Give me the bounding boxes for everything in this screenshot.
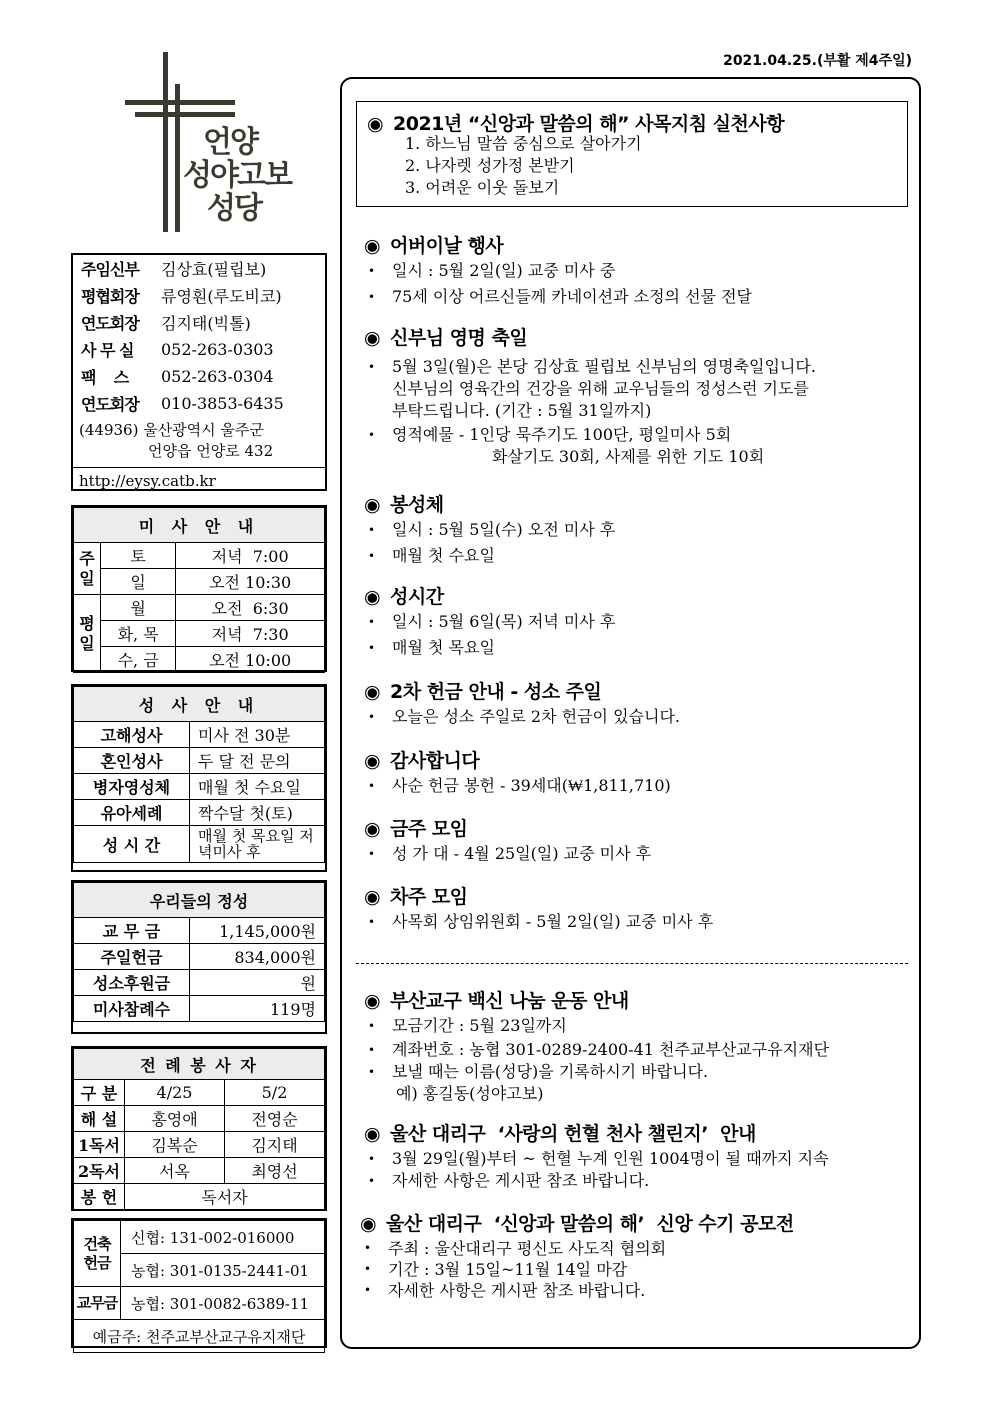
list-item: • 계좌번호 : 농협 301-0289-2400-41 천주교부산교구유지재단: [364, 1039, 914, 1061]
section-title: ◉ 어버이날 행사: [364, 235, 504, 257]
servers-title: 전 례 봉 사 자: [74, 1049, 325, 1080]
announcements-panel: [340, 77, 921, 1349]
list-item: • 75세 이상 어르신들께 카네이션과 소정의 선물 전달: [364, 286, 914, 308]
list-item: • 성 가 대 - 4월 25일(일) 교중 미사 후: [364, 843, 914, 865]
list-item: • 자세한 사항은 게시판 참조 바랍니다.: [360, 1280, 910, 1301]
bullet-circle-icon: ◉: [364, 886, 381, 908]
list-item: 예) 홍길동(성야고보): [396, 1084, 544, 1103]
info-row: [73, 282, 325, 309]
sacrament-name: 성 시 간: [74, 826, 190, 863]
section-parents-day: [364, 231, 914, 308]
bullet-circle-icon: ◉: [364, 586, 381, 608]
bullet-circle-icon: ◉: [367, 113, 384, 135]
info-value: 김상효(필립보): [161, 260, 267, 279]
table-row: [74, 774, 325, 800]
offering-amount: 원: [190, 970, 325, 996]
info-row: [73, 255, 325, 282]
bullet-circle-icon: ◉: [364, 494, 381, 516]
section-blood-donation: [364, 1119, 914, 1192]
sacrament-name: 고해성사: [74, 722, 190, 748]
mass-day: 일: [101, 569, 176, 595]
weekday-label: 평일: [74, 595, 101, 673]
list-item: • 주최 : 울산대리구 평신도 사도직 협의회: [360, 1238, 910, 1259]
server-name: 김복순: [125, 1132, 225, 1158]
section-title: ◉ 2차 헌금 안내 - 성소 주일: [364, 681, 602, 703]
table-row: [74, 569, 325, 595]
info-key: 팩 스: [81, 368, 129, 387]
table-row: [74, 595, 325, 621]
list-item: • 일시 : 5월 2일(일) 교중 미사 중: [364, 260, 914, 282]
sacrament-info: 미사 전 30분: [190, 722, 325, 748]
table-row: [74, 621, 325, 647]
section-holy-hour: [364, 582, 914, 659]
server-name: 김지태: [225, 1132, 325, 1158]
mass-day: 수, 금: [101, 647, 176, 673]
parish-logo: [120, 52, 300, 242]
offering-name: 성소후원금: [74, 970, 190, 996]
sacrament-info: 매월 첫 수요일: [190, 774, 325, 800]
info-key: 주임신부: [81, 260, 139, 279]
info-key: 연도회장: [81, 314, 139, 333]
list-item: • 5월 3일(월)은 본당 김상효 필립보 신부님의 영명축일입니다.: [364, 356, 914, 378]
account-number: 농협: 301-0135-2441-01: [121, 1254, 325, 1287]
section-vaccine-sharing: [364, 986, 914, 1105]
role-cell: 1독서: [74, 1132, 125, 1158]
server-name: 전영순: [225, 1106, 325, 1132]
info-key: 사 무 실: [81, 341, 134, 360]
offering-amount: 834,000원: [190, 944, 325, 970]
sacrament-info: 짝수달 첫(토): [190, 800, 325, 826]
table-row: [74, 722, 325, 748]
list-item: • 매월 첫 수요일: [364, 545, 914, 567]
table-row: [74, 1132, 325, 1158]
table-row: [74, 1221, 325, 1254]
website-link[interactable]: http://eysy.catb.kr: [73, 467, 325, 490]
list-item: • 3월 29일(월)부터 ~ 헌혈 누계 인원 1004명이 될 때까지 지속: [364, 1148, 914, 1170]
table-row: [74, 1106, 325, 1132]
offering-name: 교 무 금: [74, 918, 190, 944]
table-row: [74, 1320, 325, 1353]
section-feast-day: [364, 323, 914, 468]
section-title: ◉ 봉성체: [364, 494, 444, 516]
section-communion: [364, 490, 914, 567]
sacrament-title: 성 사 안 내: [74, 687, 325, 722]
dashed-divider: [356, 963, 908, 964]
section-title: ◉ 차주 모임: [364, 886, 468, 908]
section-title: ◉ 울산 대리구 ‘신앙과 말씀의 해’ 신앙 수기 공모전: [360, 1213, 794, 1235]
bullet-circle-icon: ◉: [364, 990, 381, 1012]
table-row: [74, 800, 325, 826]
list-item: 2. 나자렛 성가정 본받기: [405, 156, 575, 175]
info-value: 김지태(빅톨): [161, 314, 251, 333]
bullet-circle-icon: ◉: [364, 327, 381, 349]
list-item: • 모금기간 : 5월 23일까지: [364, 1015, 914, 1037]
office-phone[interactable]: 052-263-0303: [161, 340, 274, 359]
list-item: 신부님의 영육간의 건강을 위해 교우님들의 정성스런 기도를: [392, 379, 809, 398]
sacrament-box: [71, 684, 327, 872]
list-item: • 영적예물 - 1인당 묵주기도 100단, 평일미사 5회: [364, 424, 914, 446]
list-item: • 기간 : 3월 15일~11월 14일 마감: [360, 1259, 910, 1280]
offering-amount: 1,145,000원: [190, 918, 325, 944]
header-cell: 구 분: [74, 1080, 125, 1106]
table-row: [74, 1184, 325, 1210]
list-item: • 매월 첫 목요일: [364, 637, 914, 659]
bulletin-date: 2021.04.25.(부활 제4주일): [723, 53, 912, 69]
goals-list: [405, 133, 642, 199]
sunday-label: 주일: [74, 543, 101, 595]
mass-day: 화, 목: [101, 621, 176, 647]
list-item: 부탁드립니다. (기간 : 5월 31일까지): [392, 401, 652, 420]
list-item: • 사목회 상임위원회 - 5월 2일(일) 교중 미사 후: [364, 911, 914, 933]
section-essay-contest: [360, 1209, 910, 1301]
mobile-phone[interactable]: 010-3853-6435: [161, 394, 284, 413]
mass-day: 월: [101, 595, 176, 621]
sacrament-info: 두 달 전 문의: [190, 748, 325, 774]
section-title: ◉ 울산 대리구 ‘사랑의 헌혈 천사 챌린지’ 안내: [364, 1123, 756, 1145]
section-second-collection: [364, 677, 914, 728]
table-row: [74, 543, 325, 569]
contact-info-box: [71, 253, 327, 491]
mass-time: 저녁 7:30: [176, 621, 325, 647]
mass-day: 토: [101, 543, 176, 569]
bullet-circle-icon: ◉: [364, 1123, 381, 1145]
offering-name: 주일헌금: [74, 944, 190, 970]
info-key: 연도회장: [81, 395, 139, 414]
address-line1: (44936) 울산광역시 울주군: [79, 421, 264, 439]
section-title: ◉ 신부님 영명 축일: [364, 327, 528, 349]
sacrament-name: 병자영성체: [74, 774, 190, 800]
list-item: • 일시 : 5월 6일(목) 저녁 미사 후: [364, 611, 914, 633]
table-row: [74, 970, 325, 996]
building-fund-label: 건축헌금: [74, 1221, 121, 1287]
section-title: ◉ 성시간: [364, 586, 444, 608]
mass-time: 오전 10:30: [176, 569, 325, 595]
role-cell: 봉 헌: [74, 1184, 125, 1210]
mass-schedule-box: [71, 505, 327, 672]
server-name: 홍영애: [125, 1106, 225, 1132]
sacrament-info: 매월 첫 목요일 저녁미사 후: [190, 826, 325, 863]
mass-time: 저녁 7:00: [176, 543, 325, 569]
table-row: [74, 1287, 325, 1320]
list-item: • 일시 : 5월 5일(수) 오전 미사 후: [364, 519, 914, 541]
section-title: ◉ 부산교구 백신 나눔 운동 안내: [364, 990, 629, 1012]
info-row: [73, 363, 325, 390]
account-owner: 예금주: 천주교부산교구유지재단: [74, 1320, 325, 1353]
cross-icon: [163, 52, 168, 232]
parish-name-line3: 성당: [207, 191, 261, 226]
parish-name: [183, 126, 291, 225]
role-cell: 해 설: [74, 1106, 125, 1132]
sacrament-name: 유아세례: [74, 800, 190, 826]
info-row: [73, 390, 325, 417]
list-item: 화살기도 30회, 사제를 위한 기도 10회: [492, 447, 765, 466]
cross-bar-inner: [135, 112, 235, 117]
fax-number: 052-263-0304: [161, 367, 274, 386]
list-item: • 사순 헌금 봉헌 - 39세대(₩1,811,710): [364, 775, 914, 797]
section-thanks: [364, 746, 914, 797]
server-name: 서옥: [125, 1158, 225, 1184]
info-key: 평협회장: [81, 287, 139, 306]
address: [73, 420, 325, 462]
info-row: [73, 336, 325, 363]
header-cell: 4/25: [125, 1080, 225, 1106]
dues-label: 교무금: [74, 1287, 121, 1320]
cross-icon-inner: [175, 84, 180, 232]
table-row: [74, 1080, 325, 1106]
list-item: • 보낼 때는 이름(성당)을 기록하시기 바랍니다.: [364, 1061, 914, 1083]
server-name: 독서자: [125, 1184, 325, 1210]
pastoral-goals-box: [356, 101, 908, 207]
offering-name: 미사참례수: [74, 996, 190, 1022]
mass-time: 오전 10:00: [176, 647, 325, 673]
info-row: [73, 309, 325, 336]
bullet-circle-icon: ◉: [364, 235, 381, 257]
role-cell: 2독서: [74, 1158, 125, 1184]
header-cell: 5/2: [225, 1080, 325, 1106]
table-row: [74, 748, 325, 774]
address-line2: 언양읍 언양로 432: [148, 442, 274, 460]
list-item: 1. 하느님 말씀 중심으로 살아가기: [405, 134, 642, 153]
offering-box: [71, 880, 327, 1034]
table-row: [74, 1158, 325, 1184]
table-row: [74, 996, 325, 1022]
bullet-circle-icon: ◉: [364, 750, 381, 772]
list-item: 3. 어려운 이웃 돌보기: [405, 178, 560, 197]
account-number: 신협: 131-002-016000: [121, 1221, 325, 1254]
bullet-circle-icon: ◉: [364, 681, 381, 703]
bullet-circle-icon: ◉: [360, 1213, 377, 1235]
bank-account-box: [71, 1218, 327, 1348]
section-next-week-meetings: [364, 882, 914, 933]
liturgy-servers-box: [71, 1046, 327, 1211]
info-value: 류영훤(루도비코): [161, 287, 282, 306]
sacrament-name: 혼인성사: [74, 748, 190, 774]
account-number: 농협: 301-0082-6389-11: [121, 1287, 325, 1320]
list-item: • 자세한 사항은 게시판 참조 바랍니다.: [364, 1170, 914, 1192]
table-row: [74, 944, 325, 970]
goals-title: ◉ 2021년 “신앙과 말씀의 해” 사목지침 실천사항: [367, 113, 785, 135]
mass-time: 오전 6:30: [176, 595, 325, 621]
section-title: ◉ 금주 모임: [364, 818, 468, 840]
offering-amount: 119명: [190, 996, 325, 1022]
section-this-week-meetings: [364, 814, 914, 865]
section-title: ◉ 감사합니다: [364, 750, 480, 772]
parish-name-line2: 성야고보: [183, 158, 291, 193]
bullet-circle-icon: ◉: [364, 818, 381, 840]
table-row: [74, 826, 325, 863]
server-name: 최영선: [225, 1158, 325, 1184]
parish-name-line1: 언양: [203, 125, 257, 160]
table-row: [74, 647, 325, 673]
mass-schedule-title: 미 사 안 내: [74, 508, 325, 543]
list-item: • 오늘은 성소 주일로 2차 헌금이 있습니다.: [364, 706, 914, 728]
table-row: [74, 918, 325, 944]
cross-bar: [125, 100, 235, 105]
offering-title: 우리들의 정성: [74, 883, 325, 918]
